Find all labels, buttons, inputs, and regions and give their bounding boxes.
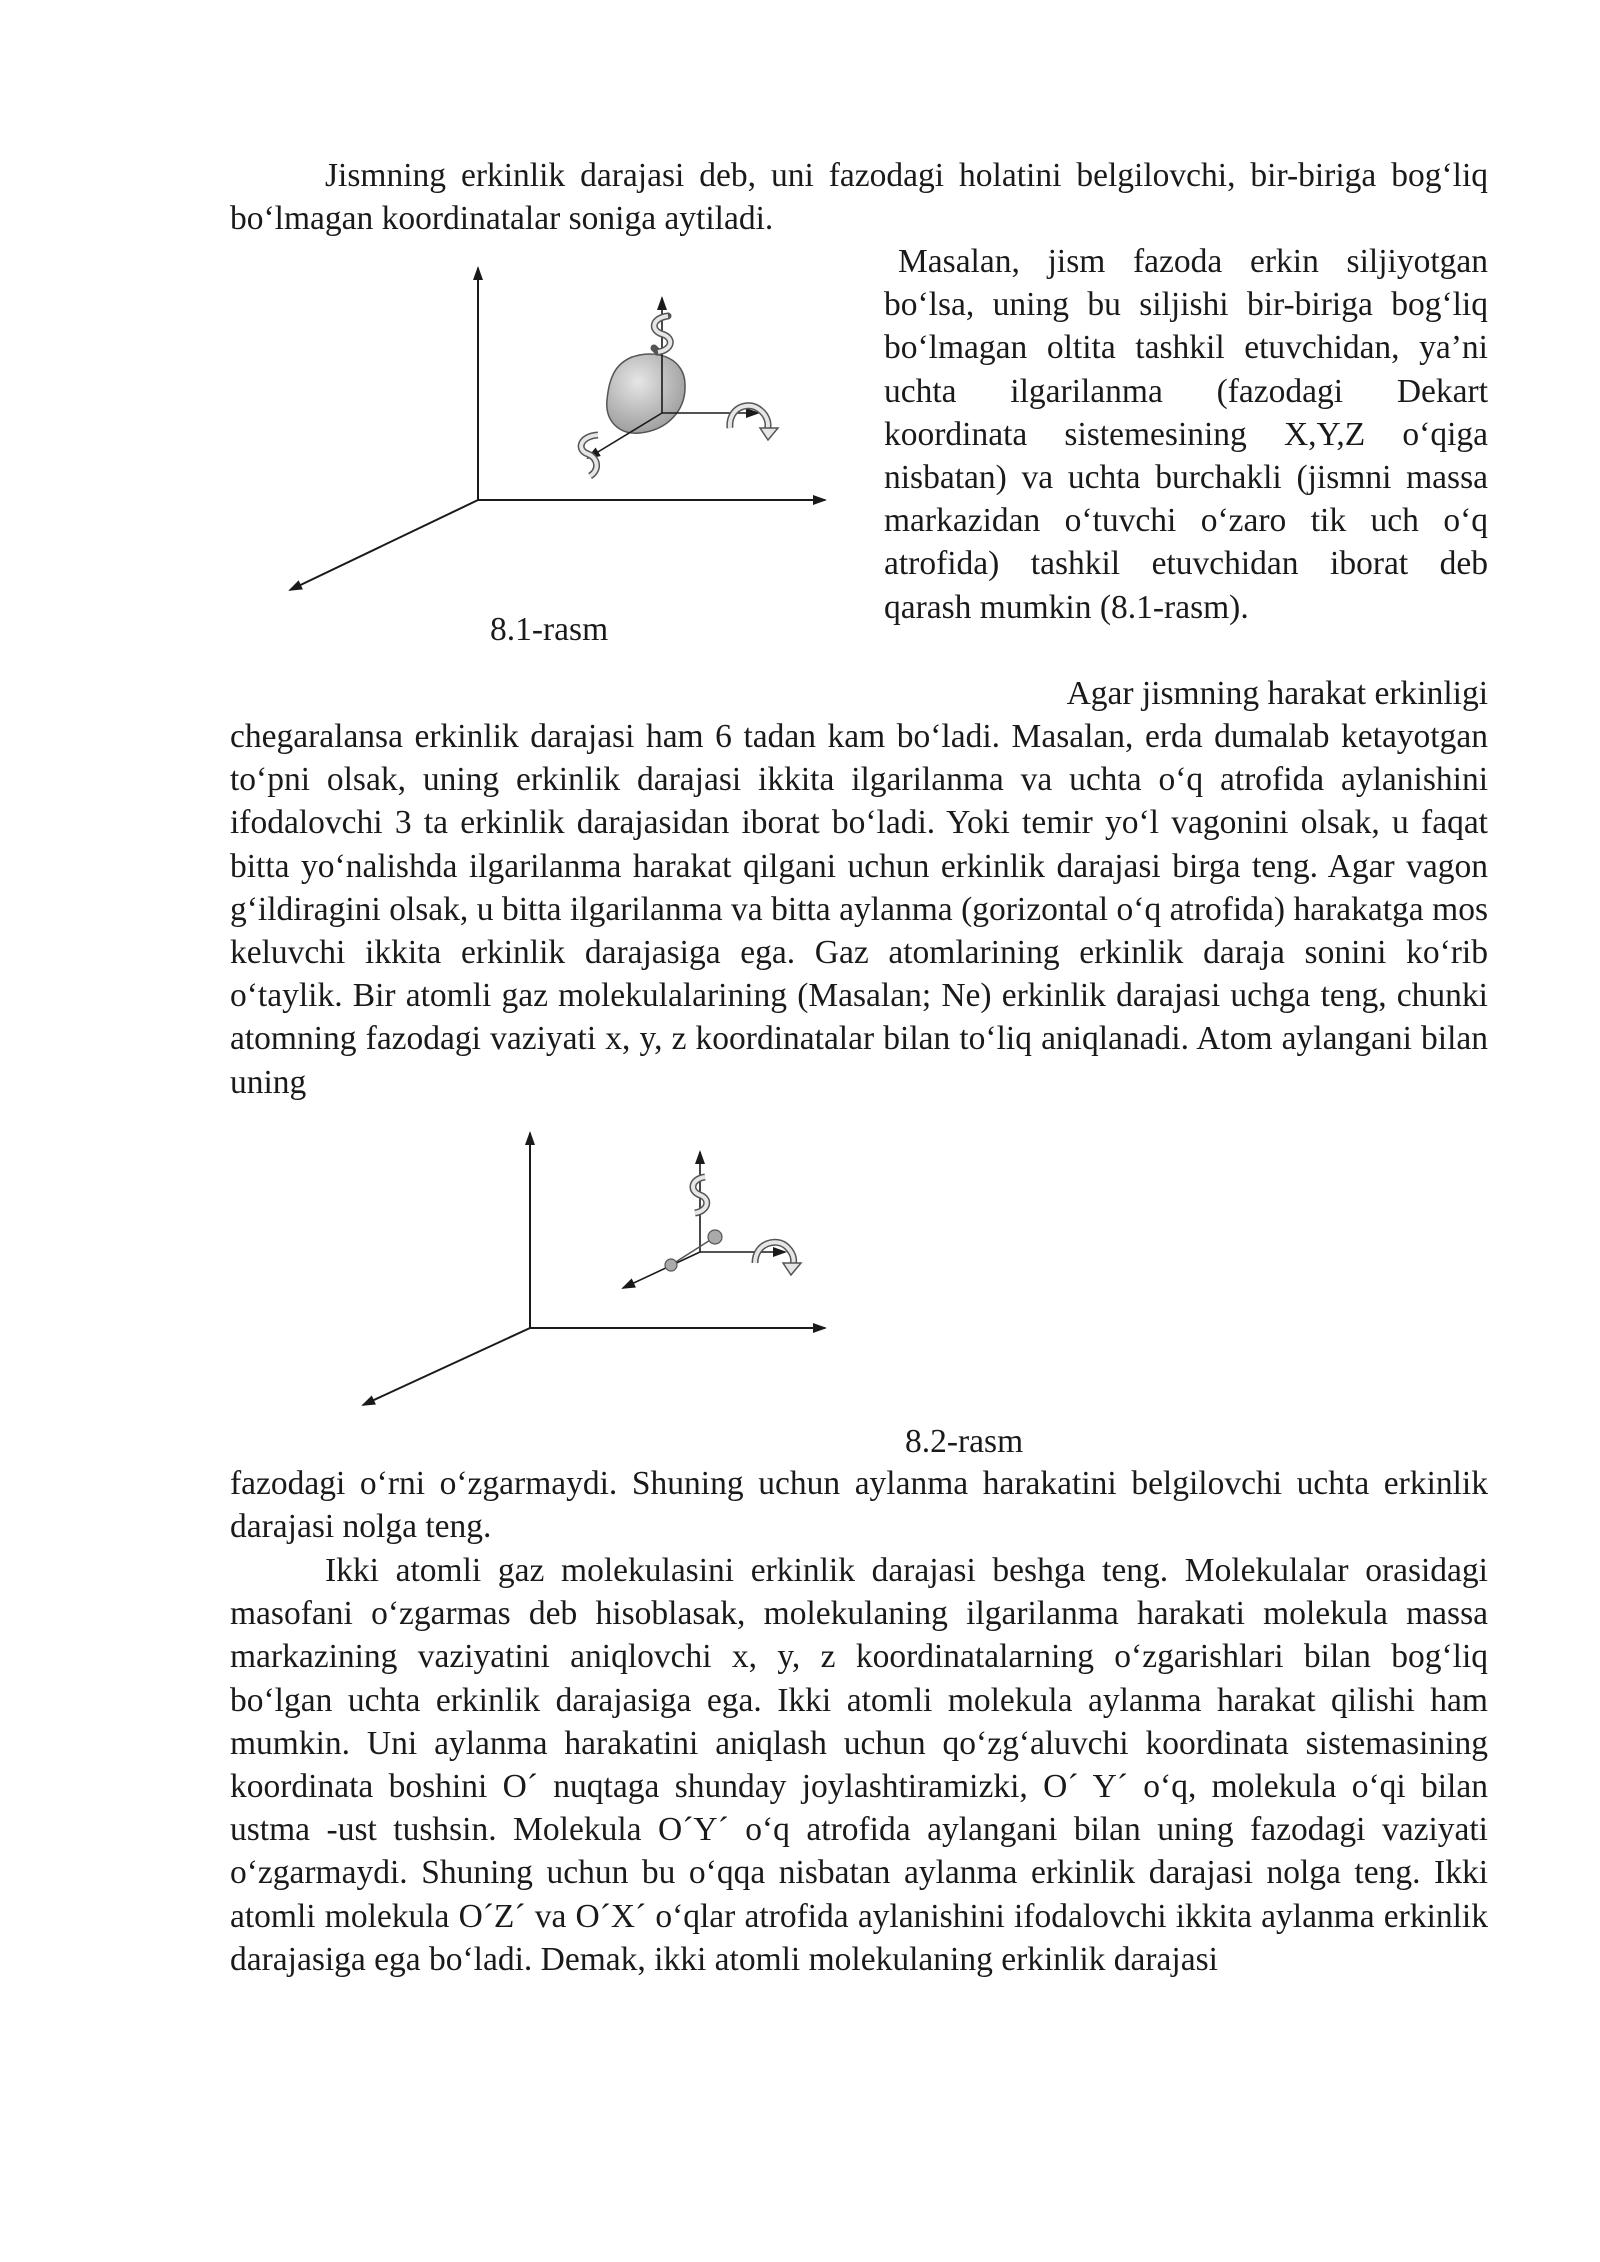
figure-8-2-caption: 8.2-rasm (905, 1423, 1024, 1460)
atom-1 (708, 1230, 722, 1244)
figure-8-1 (280, 260, 880, 600)
atom-2 (665, 1259, 677, 1271)
paragraph-4: fazodagi o‘rni o‘zgarmaydi. Shuning uchun aylanma harakatini belgilovchi uchta erkinlik darajasi nolga teng. (230, 1465, 1488, 1546)
paragraph-side: Masalan, jism fazoda erkin siljiyotgan bo‘lsa, uning bu siljishi bir-biriga bog‘liq bo‘lmagan oltita tashkil etuvchidan, ya’ni uchta ilgarilanma (fazodagi Dekart koordinata sistemesining X,Y,Z o‘qiga nisbatan) va uchta burchakli (jismni massa markazidan o‘tuvchi o‘zaro tik uch o‘q atrofida) tashkil etuvchidan iborat deb qarash mumkin (8.1-rasm). (884, 243, 1488, 626)
molecule-bond (671, 1237, 715, 1265)
paragraph-3-first-line: Agar jismning harakat erkinligi (1066, 675, 1488, 712)
rigid-body (607, 354, 685, 433)
paragraph-3: chegaralansa erkinlik darajasi ham 6 tadan kam bo‘ladi. Masalan, erda dumalab ketayotgan to‘pni olsak, uning erkinlik darajasi ikkita ilgarilanma va uchta o‘q atrofida aylanishini ifodalovchi 3 ta erkinlik darajasidan iborat bo‘ladi. Yoki temir yo‘l vagonini olsak, u faqat bitta yo‘nalishda ilgarilanma harakat qilgani uchun erkinlik darajasi birga teng. Agar vagon g‘ildiragini olsak, u bitta ilgarilanma va bitta aylanma (gorizontal o‘q atrofida) harakatga mos keluvchi ikkita erkinlik darajasiga ega. Gaz atomlarining erkinlik daraja sonini ko‘rib o‘taylik. Bir atomli gaz molekulalarining (Masalan; Ne) erkinlik darajasi uchga teng, chunki atomning fazodagi vaziyati x, y, z koordinatalar bilan to‘liq aniqlanadi. Atom aylangani bilan uning (230, 718, 1488, 1101)
figure-8-1-caption: 8.1-rasm (490, 611, 609, 648)
paragraph-5: Ikki atomli gaz molekulasini erkinlik darajasi beshga teng. Molekulalar orasidagi masofani o‘zgarmas deb hisoblasak, molekulaning ilgarilanma harakati molekula massa markazining vaziyatini aniqlovchi x, y, z koordinatalarning o‘zgarishlari bilan bog‘liq bo‘lgan uchta erkinlik darajasiga ega. Ikki atomli molekula aylanma harakat qilishi ham mumkin. Uni aylanma harakatini aniqlash uchun qo‘zg‘aluvchi koordinata sistemasining koordinata boshini O´ nuqtaga shunday joylashtiramizki, O´ Y´ o‘q, molekula o‘qi bilan ustma -ust tushsin. Molekula O´Y´ o‘q atrofida aylangani bilan uning fazodagi vaziyati o‘zgarmaydi. Shuning uchun bu o‘qqa nisbatan aylanma erkinlik darajasi nolga teng. Ikki atomli molekula O´Z´ va O´X´ o‘qlar atrofida aylanishini ifodalovchi ikkita aylanma erkinlik darajasiga ega bo‘ladi. Demak, ikki atomli molekulaning erkinlik darajasi (230, 1552, 1488, 1978)
x-axis (363, 1328, 530, 1405)
paragraph-intro: Jismning erkinlik darajasi deb, uni fazodagi holatini belgilovchi, bir-biriga bog‘liq bo‘lmagan koordinatalar soniga aytiladi. (230, 157, 1488, 238)
x-axis (290, 500, 478, 590)
figure-8-2 (355, 1125, 825, 1415)
